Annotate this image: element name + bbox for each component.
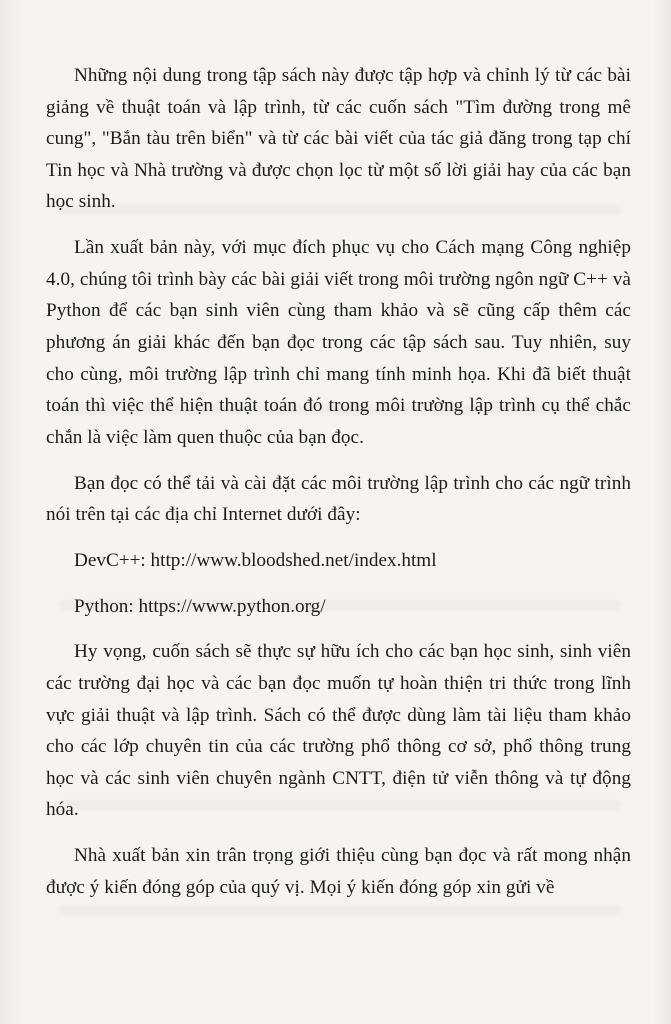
paragraph-edition: Lần xuất bản này, với mục đích phục vụ cho Cách mạng Công nghiệp 4.0, chúng tôi trình bày các bài giải viết trong môi trường ngôn ngữ C++ và Python để các bạn sinh viên cùng tham khảo và sẽ cũng cấp thêm các phương án giải khác đến bạn đọc trong các tập sách sau. Tuy nhiên, suy cho cùng, môi trường lập trình chỉ mang tính minh họa. Khi đã biết thuật toán thì việc thể hiện thuật toán đó trong môi trường lập trình cụ thể chắc chắn là việc làm quen thuộc của bạn đọc. [46,237,631,448]
python-link-line: Python: https://www.python.org/ [74,595,326,617]
paragraph-publisher: Nhà xuất bản xin trân trọng giới thiệu cùng bạn đọc và rất mong nhận được ý kiến đóng góp của quý vị. Mọi ý kiến đóng góp xin gửi về [46,845,631,898]
body-text [46,60,631,918]
paragraph-download: Bạn đọc có thể tải và cài đặt các môi trường lập trình cho các ngữ trình nói trên tại các địa chỉ Internet dưới đây: [46,472,631,526]
paragraph-hope: Hy vọng, cuốn sách sẽ thực sự hữu ích cho các bạn học sinh, sinh viên các trường đại học và các bạn đọc muốn tự hoàn thiện tri thức trong lĩnh vực giải thuật và lập trình. Sách có thể được dùng làm tài liệu tham khảo cho các lớp chuyên tin của các trường phổ thông cơ sở, phổ thông trung học và các sinh viên chuyên ngành CNTT, điện tử viễn thông và tự động hóa. [46,641,631,821]
devcpp-link-line: DevC++: http://www.bloodshed.net/index.html [74,549,437,571]
paragraph-intro: Những nội dung trong tập sách này được tập hợp và chỉnh lý từ các bài giảng về thuật toán và lập trình, từ các cuốn sách "Tìm đường trong mê cung", "Bắn tàu trên biển" và từ các bài viết của tác giả đăng trong tạp chí Tin học và Nhà trường và được chọn lọc từ một số lời giải hay của các bạn học sinh. [46,65,631,213]
